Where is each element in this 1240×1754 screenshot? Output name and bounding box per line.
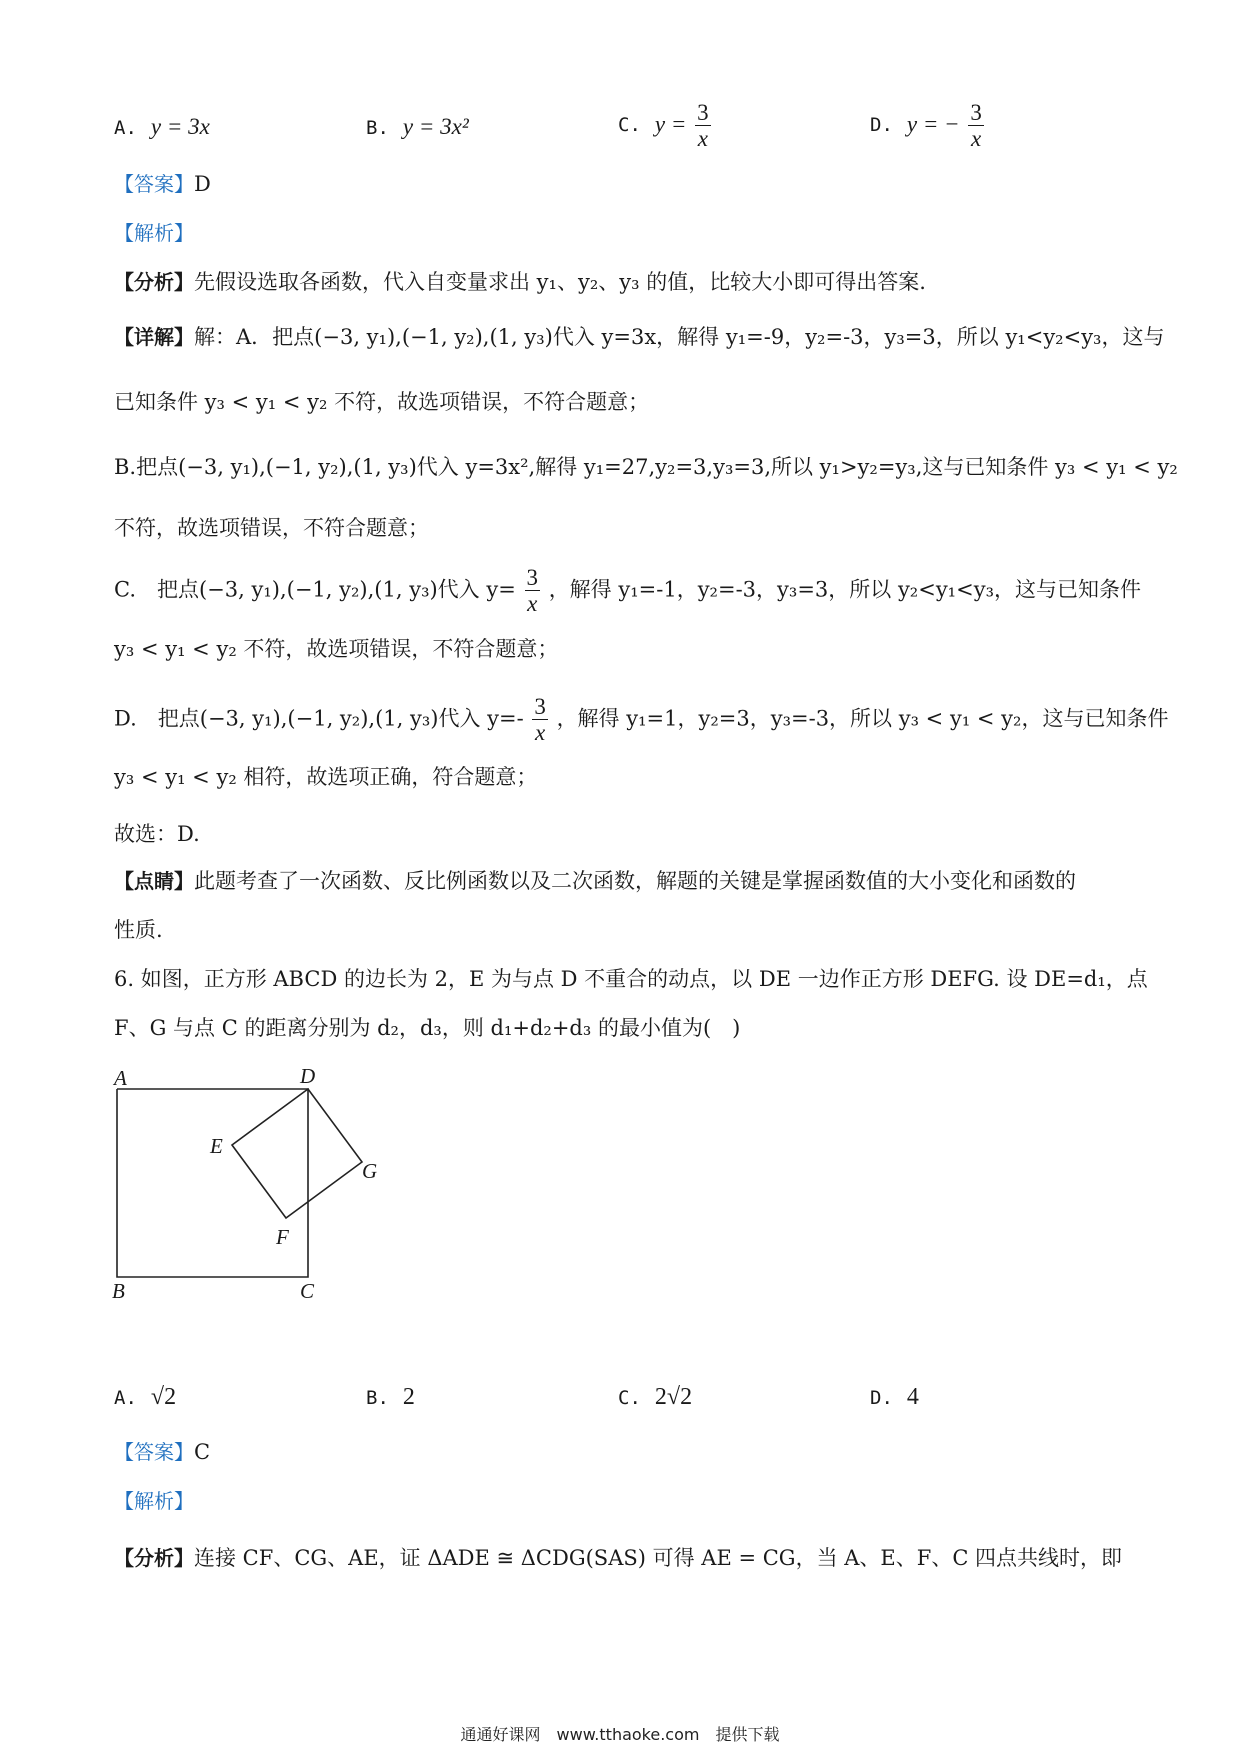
- fraction-denominator: x: [697, 126, 708, 152]
- q5-fenxi: [114, 270, 926, 295]
- q6-option-d: [870, 1384, 919, 1411]
- fraction: [532, 694, 548, 746]
- option-value: √2: [150, 1384, 177, 1410]
- label-e: E: [210, 1134, 223, 1158]
- q6-stem-line1: 6. 如图，正方形 ABCD 的边长为 2，E 为与点 D 不重合的动点，以 DE 一边作正方形 DEFG. 设 DE=d₁，点: [114, 967, 1148, 991]
- detail-text: 解：A．把点(−3, y₁),(−1, y₂),(1, y₃)代入 y=3x，解得 y₁=-9，y₂=-3，y₃=3，所以 y₁<y₂<y₃，这与: [194, 325, 1165, 349]
- q6-geometry-figure: [100, 1050, 400, 1310]
- dianjing-tag: 【点睛】: [114, 869, 194, 893]
- q5-option-a: [114, 114, 210, 140]
- fraction: [695, 100, 711, 152]
- option-lhs: y =: [654, 111, 687, 137]
- fraction-denominator: x: [535, 720, 546, 746]
- dianjing-text: 此题考查了一次函数、反比例函数以及二次函数，解题的关键是掌握函数值的大小变化和函数的: [194, 869, 1076, 893]
- q5-option-d: [870, 100, 986, 152]
- q6-fenxi: [114, 1546, 1122, 1571]
- analysis-tag: 【解析】: [114, 1489, 194, 1513]
- q5-detail-b-line1: B.把点(−3, y₁),(−1, y₂),(1, y₃)代入 y=3x²,解得 y₁=27,y₂=3,y₃=3,所以 y₁>y₂=y₃,这与已知条件 y₃ < y₁ < y₂: [114, 455, 1178, 479]
- fenxi-tag: 【分析】: [114, 1546, 194, 1570]
- answer-tag: 【答案】: [114, 1440, 194, 1464]
- page-footer: 通通好课网 www.tthaoke.com 提供下载: [460, 1725, 780, 1744]
- option-label: A.: [114, 117, 137, 139]
- q5-detail-d-line2: y₃ < y₁ < y₂ 相符，故选项正确，符合题意；: [114, 765, 538, 789]
- option-label: A.: [114, 1387, 137, 1409]
- fraction: [525, 565, 541, 617]
- answer-tag: 【答案】: [114, 172, 194, 196]
- fraction-denominator: x: [970, 126, 982, 152]
- q6-stem-line2: F、G 与点 C 的距离分别为 d₂，d₃，则 d₁+d₂+d₃ 的最小值为( ): [114, 1016, 741, 1040]
- fraction: [968, 100, 984, 152]
- q5-dianjing-line1: [114, 869, 1076, 894]
- option-value: 2: [402, 1384, 415, 1410]
- option-label: C.: [618, 1387, 641, 1409]
- option-label: C.: [618, 114, 641, 137]
- option-value: 2√2: [654, 1384, 693, 1410]
- q5-analysis-tag: [114, 221, 194, 246]
- q5-detail-b-line2: 不符，故选项错误，不符合题意；: [114, 516, 429, 540]
- detail-d-pre: D. 把点(−3, y₁),(−1, y₂),(1, y₃)代入 y=-: [114, 706, 524, 731]
- q5-detail-c-line2: y₃ < y₁ < y₂ 不符，故选项错误，不符合题意；: [114, 637, 559, 661]
- q6-option-c: [618, 1384, 692, 1411]
- answer-value: C: [194, 1440, 211, 1464]
- q5-answer: [114, 172, 211, 197]
- q6-option-a: [114, 1384, 176, 1411]
- detail-d-post: ，解得 y₁=1，y₂=3，y₃=-3，所以 y₃ < y₁ < y₂，这与已知条件: [556, 706, 1169, 731]
- option-expr: y = 3x: [150, 114, 210, 139]
- q5-option-c: [618, 100, 713, 152]
- q5-choose: 故选：D.: [114, 822, 200, 846]
- detail-tag: 【详解】: [114, 325, 194, 349]
- fraction-numerator: 3: [534, 694, 546, 719]
- q6-option-b: [366, 1384, 415, 1411]
- label-c: C: [300, 1279, 315, 1303]
- q5-dianjing-line2: 性质.: [114, 918, 163, 942]
- fenxi-tag: 【分析】: [114, 270, 194, 294]
- option-label: B.: [366, 117, 389, 139]
- option-label: D.: [870, 1387, 893, 1409]
- q5-option-b: [366, 114, 469, 140]
- label-f: F: [276, 1225, 289, 1249]
- q6-analysis-tag: [114, 1489, 194, 1514]
- detail-c-pre: C. 把点(−3, y₁),(−1, y₂),(1, y₃)代入 y=: [114, 577, 516, 602]
- q5-detail-a-line1: [114, 325, 1164, 350]
- fenxi-text: 先假设选取各函数，代入自变量求出 y₁、y₂、y₃ 的值，比较大小即可得出答案.: [194, 270, 926, 294]
- q5-detail-c-line1: [114, 565, 1141, 617]
- answer-value: D: [194, 172, 211, 196]
- option-label: D.: [870, 114, 893, 137]
- fraction-denominator: x: [527, 591, 538, 617]
- square-defg: [232, 1089, 362, 1218]
- label-b: B: [112, 1279, 125, 1303]
- fraction-numerator: 3: [697, 100, 709, 125]
- q5-detail-d-line1: [114, 694, 1168, 746]
- option-lhs: y = −: [906, 111, 960, 137]
- analysis-tag: 【解析】: [114, 221, 194, 245]
- fraction-numerator: 3: [526, 565, 538, 590]
- fenxi-text: 连接 CF、CG、AE，证 ΔADE ≅ ΔCDG(SAS) 可得 AE = CG，当 A、E、F、C 四点共线时，即: [194, 1546, 1123, 1570]
- detail-c-post: ，解得 y₁=-1，y₂=-3，y₃=3，所以 y₂<y₁<y₃，这与已知条件: [548, 577, 1141, 602]
- label-g: G: [362, 1159, 378, 1183]
- label-a: A: [114, 1066, 127, 1090]
- label-d: D: [300, 1064, 316, 1088]
- q5-detail-a-line2: 已知条件 y₃ < y₁ < y₂ 不符，故选项错误，不符合题意；: [114, 390, 650, 414]
- fraction-numerator: 3: [970, 100, 982, 125]
- q6-answer: [114, 1440, 210, 1465]
- option-expr: y = 3x²: [402, 114, 469, 139]
- option-value: 4: [906, 1384, 919, 1410]
- option-label: B.: [366, 1387, 389, 1409]
